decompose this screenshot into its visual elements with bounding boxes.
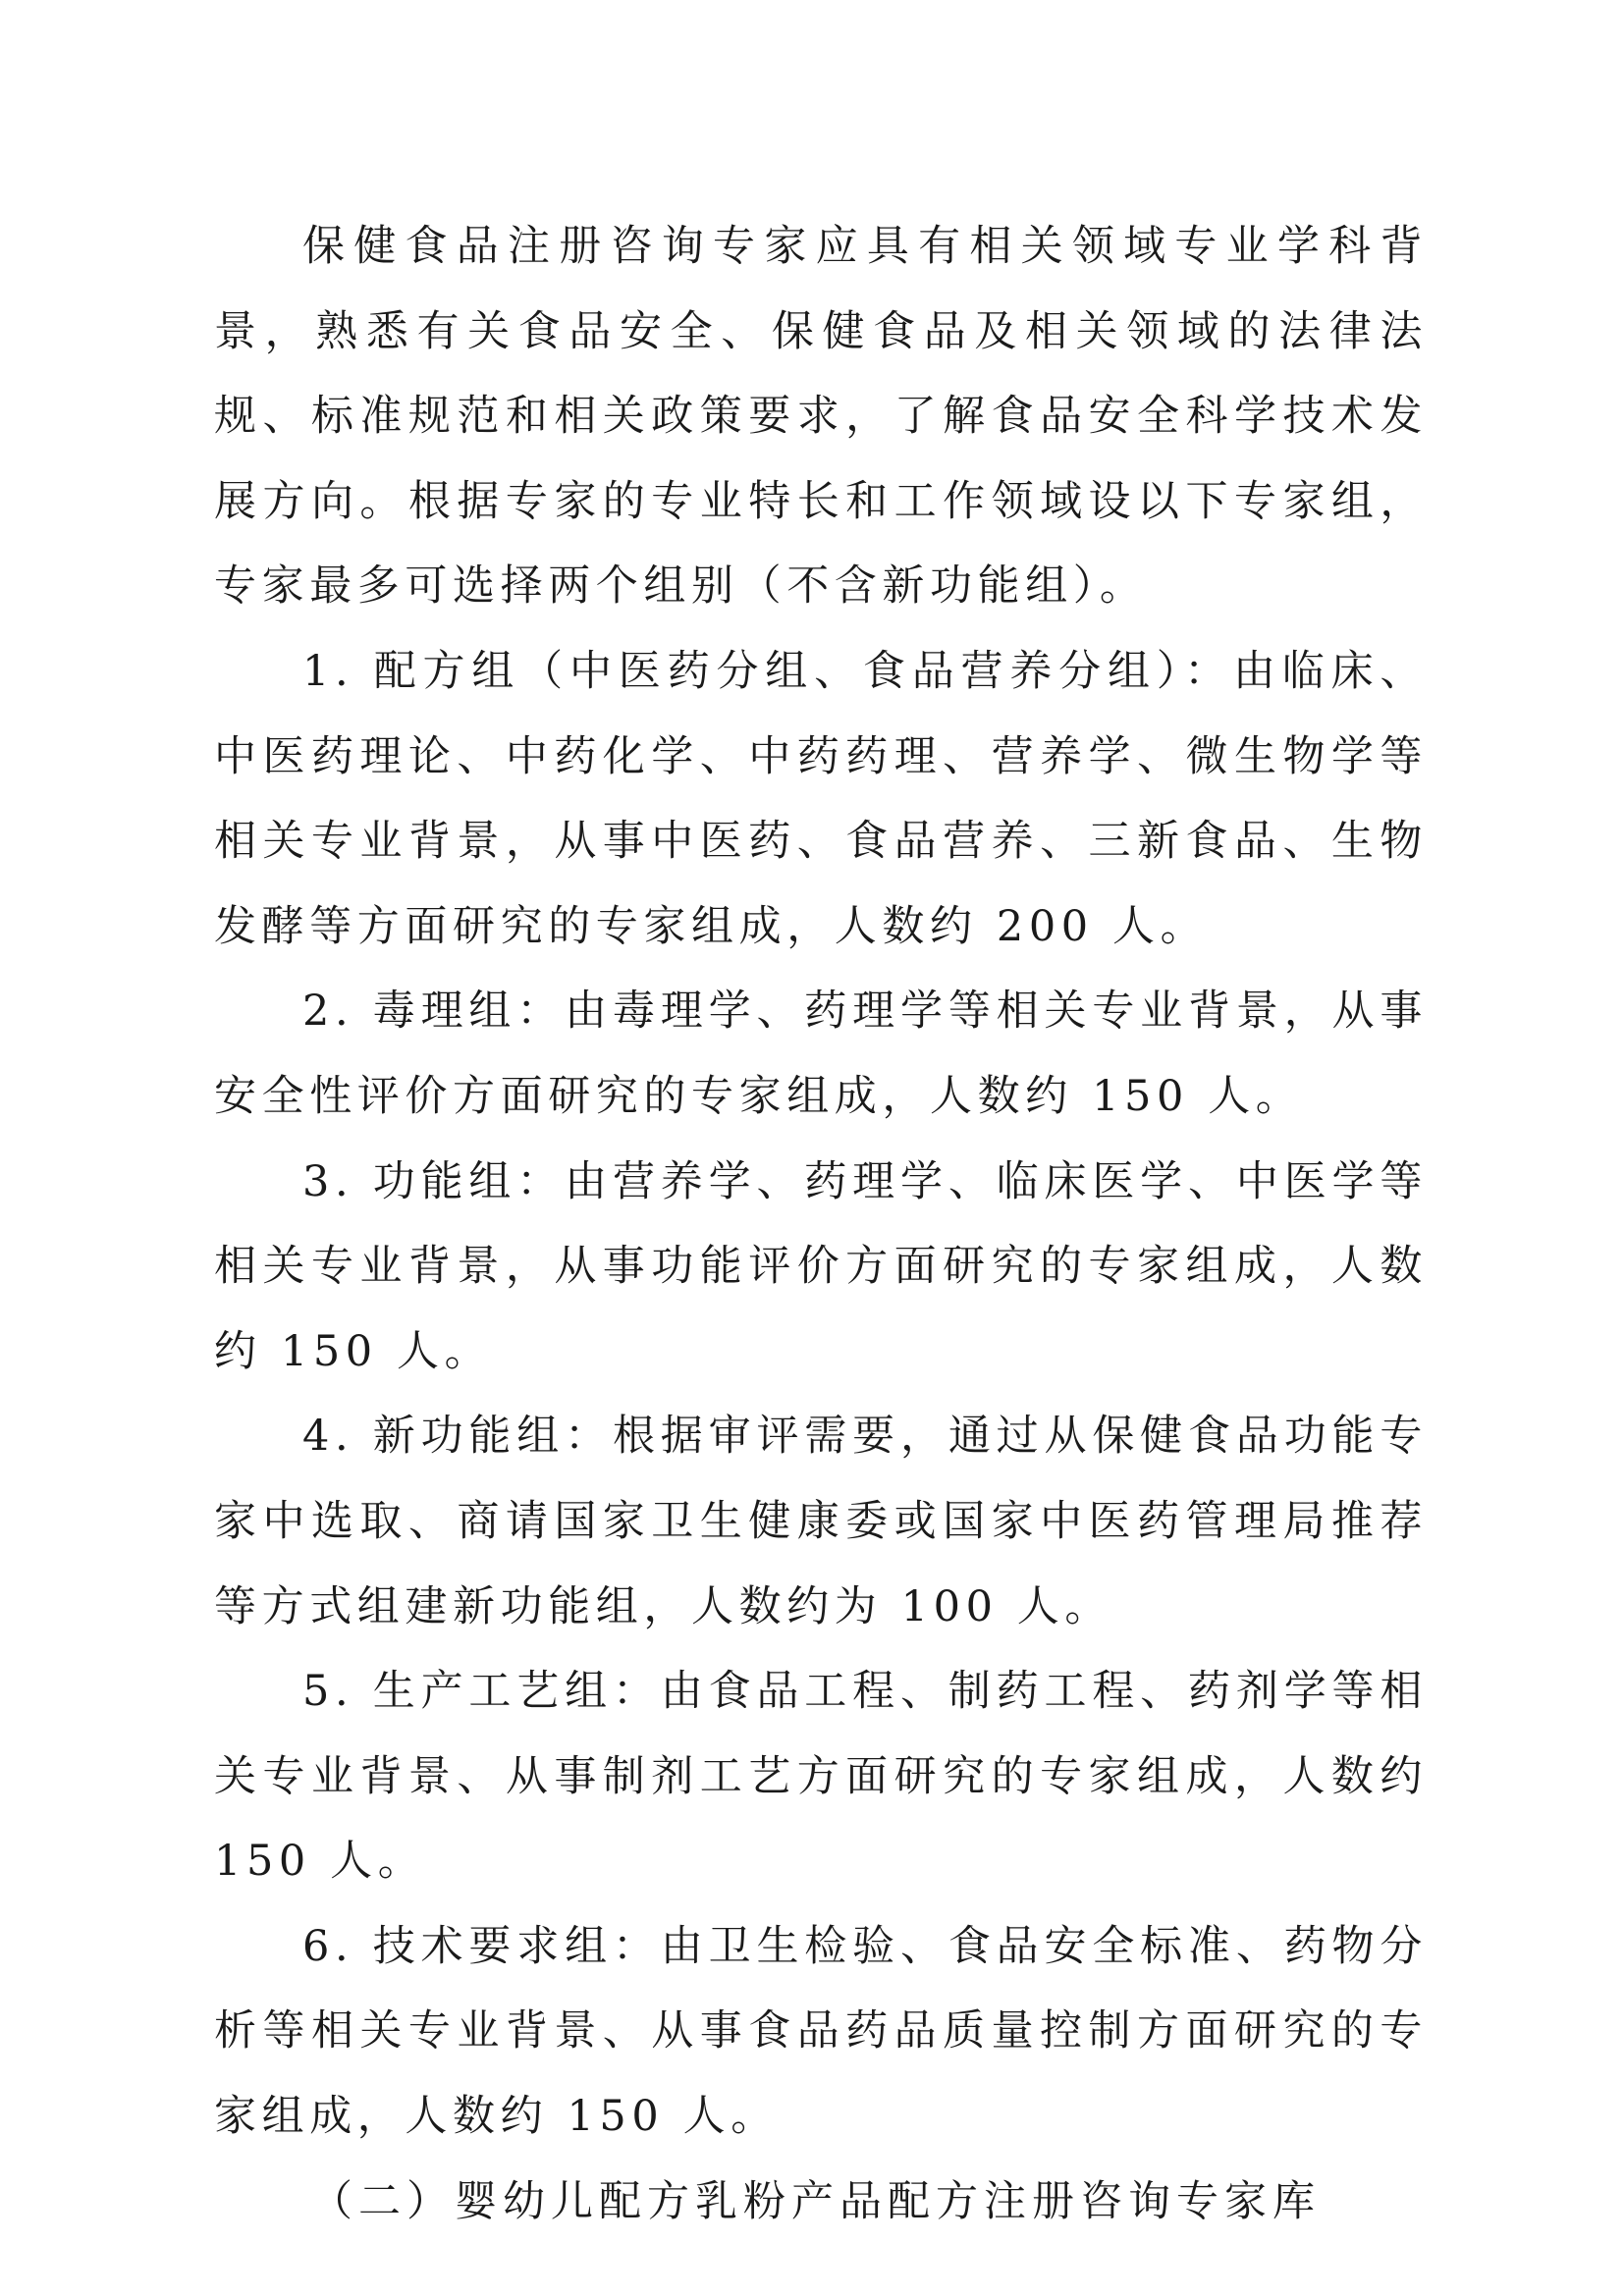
item-technical-requirements-group: 6. 技术要求组：由卫生检验、食品安全标准、药物分析等相关专业背景、从事食品药品质量控制方面研究的专家组成，人数约 150 人。: [214, 1921, 1428, 2142]
item-function-group: 3. 功能组：由营养学、药理学、临床医学、中医学等相关专业背景，从事功能评价方面研究的专家组成，人数约 150 人。: [214, 1156, 1428, 1376]
item-new-function-group: 4. 新功能组：根据审评需要，通过从保健食品功能专家中选取、商请国家卫生健康委或国家中医药管理局推荐等方式组建新功能组，人数约为 100 人。: [214, 1412, 1428, 1631]
intro-paragraph: 保健食品注册咨询专家应具有相关领域专业学科背景，熟悉有关食品安全、保健食品及相关领域的法律法规、标准规范和相关政策要求，了解食品安全科学技术发展方向。根据专家的专业特长和工作领域设以下专家组，专家最多可选择两个组别（不含新功能组）。: [214, 222, 1428, 612]
document-body: [214, 204, 1428, 2244]
item-formula-group: 1. 配方组（中医药分组、食品营养分组）：由临床、中医药理论、中药化学、中药药理、营养学、微生物学等相关专业背景，从事中医药、食品营养、三新食品、生物发酵等方面研究的专家组成，人数约 200 人。: [214, 646, 1428, 951]
section-heading: （二）婴幼儿配方乳粉产品配方注册咨询专家库: [310, 2176, 1321, 2226]
item-production-process-group: 5. 生产工艺组：由食品工程、制药工程、药剂学等相关专业背景、从事制剂工艺方面研究的专家组成，人数约 150 人。: [214, 1667, 1428, 1887]
item-toxicology-group: 2. 毒理组：由毒理学、药理学等相关专业背景，从事安全性评价方面研究的专家组成，人数约 150 人。: [214, 987, 1428, 1121]
